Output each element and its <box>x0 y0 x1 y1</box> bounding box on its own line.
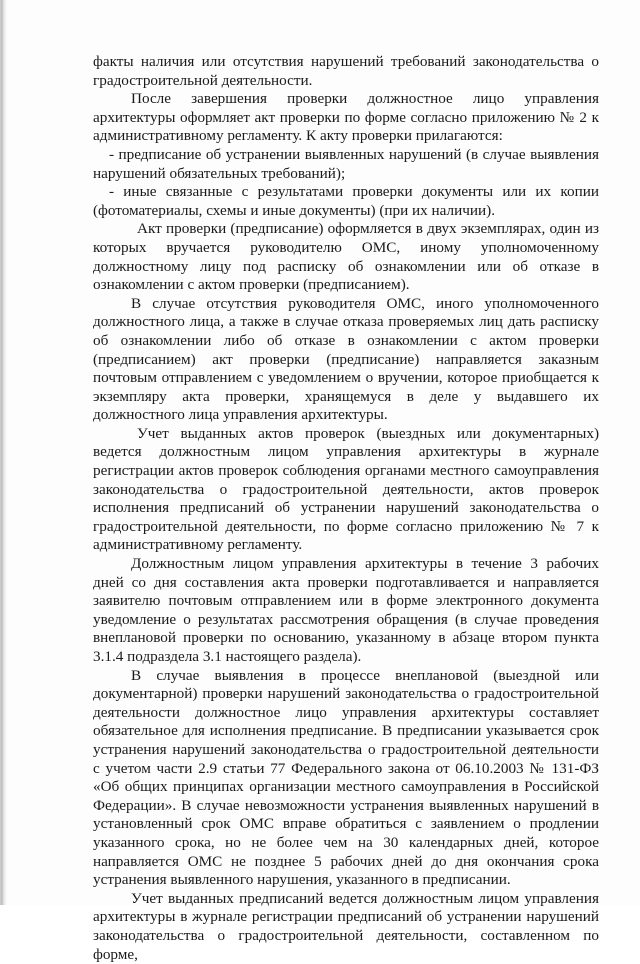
paragraph-continuation: факты наличия или отсутствия нарушений требований законодательства о градостроительной деятельности. <box>93 53 599 89</box>
paragraph-notification: Должностным лицом управления архитектуры в течение 3 рабочих дней со дня составления акта проверки подготавливается и направляется заявителю почтовым отправлением или в форме электронного документа уведомление о результатах рассмотрения обращения (в случае проведения внеплановой проверки по основанию, указанному в абзаце втором пункта 3.1.4 подраздела 3.1 настоящего раздела). <box>93 555 599 665</box>
list-item-order: - предписание об устранении выявленных нарушений (в случае выявления нарушений обязательных требований); <box>93 145 599 182</box>
list-item-documents: - иные связанные с результатами проверки документы или их копии (фотоматериалы, схемы и иные документы) (при их наличии). <box>93 183 599 219</box>
paragraph-acts-register: Учет выданных актов проверок (выездных или документарных) ведется должностным лицом управления архитектуры в журнале регистрации актов проверок соблюдения органами местного самоуправления законодательства о градостроительной деятельности, актов проверок исполнения предписаний об устранении нарушений законодательства о градостроительной деятельности, по форме согласно приложению № 7 к административному регламенту. <box>93 424 599 554</box>
paragraph-inspection-act: После завершения проверки должностное лицо управления архитектуры оформляет акт проверки по форме согласно приложению № 2 к административному регламенту. К акту проверки прилагаются: <box>93 90 599 145</box>
document-body <box>93 53 599 964</box>
paragraph-absence-of-head: В случае отсутствия руководителя ОМС, иного уполномоченного должностного лица, а также в случае отказа проверяемых лиц дать расписку об ознакомлении либо об отказе в ознакомлении с актом проверки (предписанием) акт проверки (предписание) направляется заказным почтовым отправлением с уведомлением о вручении, которое приобщается к экземпляру акта проверки, хранящемуся в деле у выдавшего их должностного лица управления архитектуры. <box>93 294 599 424</box>
paragraph-orders-register: Учет выданных предписаний ведется должностным лицом управления архитектуры в журнале регистрации предписаний об устранении нарушений законодательства о градостроительной деятельности, составленном по форме, <box>93 889 599 963</box>
paragraph-violations-order: В случае выявления в процессе внеплановой (выездной или документарной) проверки нарушений законодательства о градостроительной деятельности должностное лицо управления архитектуры составляет обязательное для исполнения предписание. В предписании указывается срок устранения нарушений законодательства о градостроительной деятельности с учетом части 2.9 статьи 77 Федерального закона от 06.10.2003 № 131-ФЗ «Об общих принципах организации местного самоуправления в Российской Федерации». В случае невозможности устранения выявленных нарушений в установленный срок ОМС вправе обратиться с заявлением о продлении указанного срока, но не более чем на 30 календарных дней, которое направляется ОМС не позднее 5 рабочих дней до дня окончания срока устранения выявленного нарушения, указанного в предписании. <box>93 666 599 889</box>
page-edge-shadow <box>0 0 7 905</box>
paragraph-act-copies: Акт проверки (предписание) оформляется в двух экземплярах, один из которых вручается руководителю ОМС, иному уполномоченному должностному лицу под расписку об ознакомлении или об отказе в ознакомлении с актом проверки (предписанием). <box>93 220 599 294</box>
